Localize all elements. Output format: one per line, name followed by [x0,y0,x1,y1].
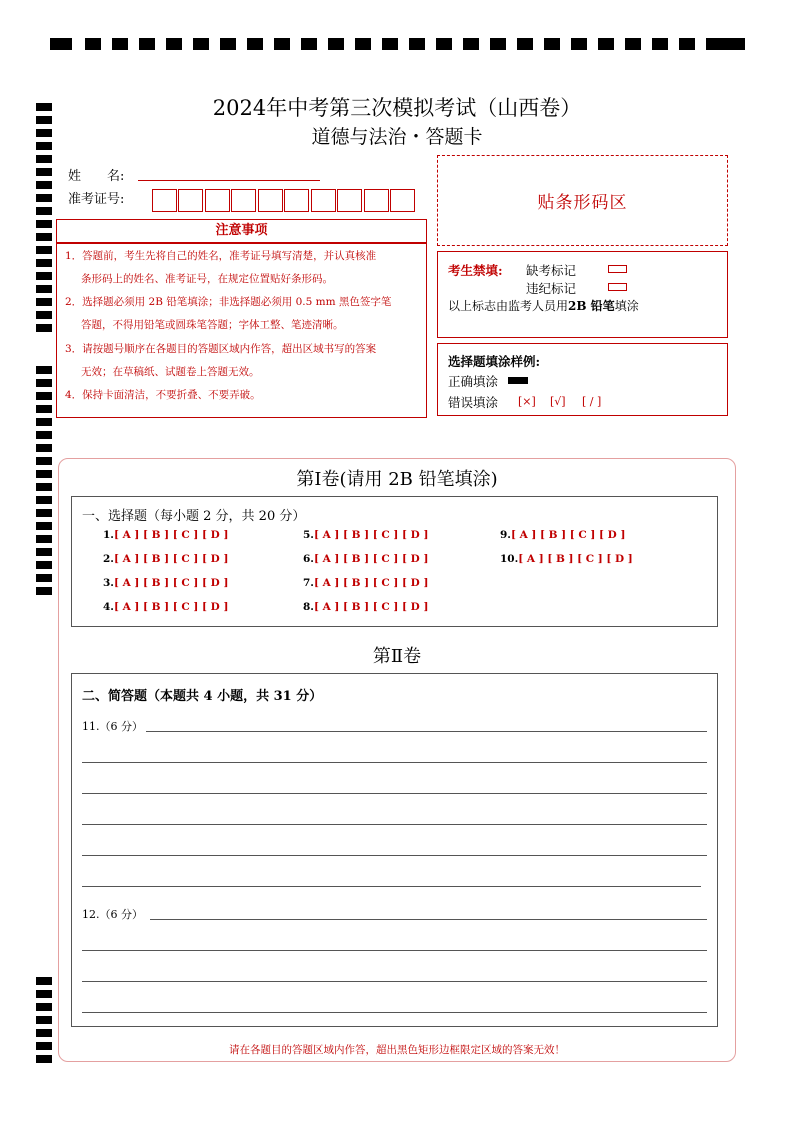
notice-item: 3．请按题号顺序在各题目的答题区域内作答，超出区域书写的答案 [65,343,377,355]
forbid-note-suffix: 填涂 [614,299,639,313]
id-label: 准考证号: [68,192,125,207]
question-number: 9. [500,529,511,541]
forbid-note-bold: 2B 铅笔 [568,299,615,313]
question-number: 2. [103,553,114,565]
wrong-label: 错误填涂 [448,395,499,410]
notice-title: 注意事项 [56,219,427,243]
forbid-title: 考生禁填: [448,263,503,278]
choice-options[interactable]: [ A ] [ B ] [ C ] [ D ] [313,553,429,565]
fill-sample-box [437,343,728,416]
notice-item: 1．答题前，考生先将自己的姓名，准考证号填写清楚，并认真核准 [65,250,377,262]
id-digit-box[interactable] [231,189,256,212]
id-digit-box[interactable] [390,189,415,212]
choice-options[interactable]: [ A ] [ B ] [ C ] [ D ] [518,553,633,565]
forbid-note [448,297,639,314]
id-digit-box[interactable] [152,189,177,212]
part1-title: 第Ⅰ卷(请用 2B 铅笔填涂) [296,469,498,490]
answer-line[interactable] [82,886,701,887]
notice-item: 2．选择题必须用 2B 铅笔填涂；非选择题必须用 0.5 mm 黑色签字笔 [65,296,392,308]
violation-label: 违纪标记 [526,281,577,296]
page-subtitle: 道德与法治・答题卡 [311,126,483,148]
name-field[interactable] [138,180,320,181]
answer-line[interactable] [82,981,707,982]
timing-marks-top [50,38,745,52]
choice-options[interactable]: [ A ] [ B ] [ C ] [ D ] [113,529,229,541]
id-digit-box[interactable] [364,189,389,212]
question-12-label: 12.（6 分） [82,908,143,921]
wrong-mark: [ / ] [582,395,602,408]
footer-warning: 请在各题目的答题区域内作答，超出黑色矩形边框限定区域的答案无效！ [229,1044,565,1056]
choice-section-title: 一、选择题（每小题 2 分，共 20 分） [82,509,306,524]
choice-options[interactable]: [ A ] [ B ] [ C ] [ D ] [113,553,229,565]
choice-question-9[interactable] [500,529,625,541]
choice-question-1[interactable] [103,529,228,541]
choice-options[interactable]: [ A ] [ B ] [ C ] [ D ] [313,577,429,589]
question-11-label: 11.（6 分） [82,720,143,733]
forbid-note-prefix: 以上标志由监考人员用 [448,299,569,313]
choice-question-4[interactable] [103,601,228,613]
notice-item: 答题，不得用铅笔或圆珠笔答题；字体工整、笔迹清晰。 [81,319,344,331]
id-digit-box[interactable] [258,189,283,212]
choice-question-6[interactable] [303,553,428,565]
answer-line[interactable] [82,855,707,856]
choice-question-7[interactable] [303,577,428,589]
answer-line[interactable] [146,731,707,732]
answer-line[interactable] [82,762,707,763]
id-digit-box[interactable] [311,189,336,212]
notice-box [56,243,427,418]
choice-question-2[interactable] [103,553,228,565]
answer-line[interactable] [82,793,707,794]
wrong-mark: [√] [550,395,566,408]
absent-mark-box[interactable] [608,265,627,273]
barcode-label: 贴条形码区 [537,193,628,213]
choice-options[interactable]: [ A ] [ B ] [ C ] [ D ] [313,529,429,541]
examinee-forbidden-box [437,251,728,338]
question-number: 6. [303,553,314,565]
absent-label: 缺考标记 [526,263,577,278]
question-number: 10. [500,553,519,565]
sample-title: 选择题填涂样例: [448,354,541,369]
id-digit-box[interactable] [178,189,203,212]
barcode-area [437,155,728,246]
wrong-mark: [×] [518,395,536,408]
question-number: 5. [303,529,314,541]
page-title: 2024年中考第三次模拟考试（山西卷） [212,96,582,120]
id-digit-box[interactable] [284,189,309,212]
answer-line[interactable] [82,824,707,825]
answer-line[interactable] [82,950,707,951]
notice-item: 条形码上的姓名、准考证号，在规定位置贴好条形码。 [81,273,333,285]
question-number: 1. [103,529,114,541]
question-number: 4. [103,601,114,613]
short-answer-box [71,673,718,1027]
choice-question-10[interactable] [500,553,633,565]
question-number: 3. [103,577,114,589]
correct-label: 正确填涂 [448,374,499,389]
id-digit-box[interactable] [205,189,230,212]
choice-question-5[interactable] [303,529,428,541]
choice-section-box [71,496,718,627]
choice-question-8[interactable] [303,601,428,613]
question-number: 7. [303,577,314,589]
choice-options[interactable]: [ A ] [ B ] [ C ] [ D ] [113,601,229,613]
choice-question-3[interactable] [103,577,228,589]
id-digit-box[interactable] [337,189,362,212]
part2-title: 第Ⅱ卷 [372,646,422,667]
notice-item: 4．保持卡面清洁，不要折叠、不要弄破。 [65,389,261,401]
violation-mark-box[interactable] [608,283,627,291]
notice-item: 无效；在草稿纸、试题卷上答题无效。 [81,366,260,378]
answer-line[interactable] [150,919,707,920]
answer-line[interactable] [82,1012,707,1013]
question-number: 8. [303,601,314,613]
choice-options[interactable]: [ A ] [ B ] [ C ] [ D ] [313,601,429,613]
short-answer-title: 二、简答题（本题共 4 小题，共 31 分） [82,689,323,704]
correct-fill-mark [508,377,528,384]
choice-options[interactable]: [ A ] [ B ] [ C ] [ D ] [510,529,626,541]
choice-options[interactable]: [ A ] [ B ] [ C ] [ D ] [113,577,229,589]
name-label: 姓 名: [68,169,125,184]
